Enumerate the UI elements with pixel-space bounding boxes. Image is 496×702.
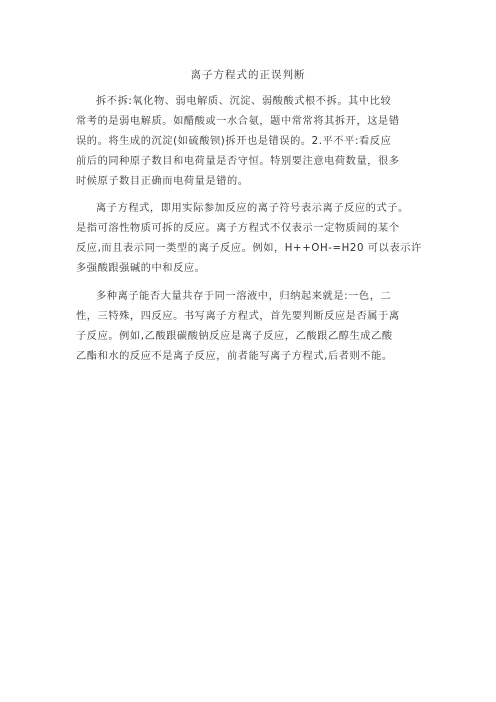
paragraph-2-line-3: 反应,而且表示同一类型的离子反应。例如，H++OH-=H20 可以表示许	[76, 243, 422, 254]
paragraph-3-line-3: 子反应。例如,乙酸跟碳酸钠反应是离子反应，乙酸跟乙醇生成乙酸	[76, 331, 393, 342]
paragraph-1-line-1: 拆不拆:氧化物、弱电解质、沉淀、弱酸酸式根不拆。其中比较	[96, 96, 392, 107]
paragraph-2-line-2: 是指可溶性物质可拆的反应。离子方程式不仅表示一定物质间的某个	[76, 223, 400, 234]
paragraph-3-line-2: 性，三特殊，四反应。书写离子方程式，首先要判断反应是否属于离	[76, 311, 400, 322]
paragraph-2-line-4: 多强酸跟强碱的中和反应。	[76, 263, 206, 274]
paragraph-3-line-1: 多种离子能否大量共存于同一溶液中，归纳起来就是:一色，二	[96, 291, 392, 302]
document-title: 离子方程式的正误判断	[190, 69, 306, 81]
paragraph-2-line-1: 离子方程式，即用实际参加反应的离子符号表示离子反应的式子。	[96, 203, 409, 214]
paragraph-1-line-2: 常考的是弱电解质。如醋酸或一水合氨，题中常常将其拆开，这是错	[76, 116, 400, 127]
paragraph-1-line-4: 前后的同种原子数目和电荷量是否守恒。特别要注意电荷数量，很多	[76, 156, 400, 167]
paragraph-1-line-5: 时候原子数目正确而电荷量是错的。	[76, 176, 249, 187]
paragraph-1-line-3: 误的。将生成的沉淀(如硫酸钡)拆开也是错误的。2.平不平:看反应	[76, 136, 392, 147]
paragraph-3-line-4: 乙酯和水的反应不是离子反应，前者能写离子方程式,后者则不能。	[76, 351, 393, 362]
